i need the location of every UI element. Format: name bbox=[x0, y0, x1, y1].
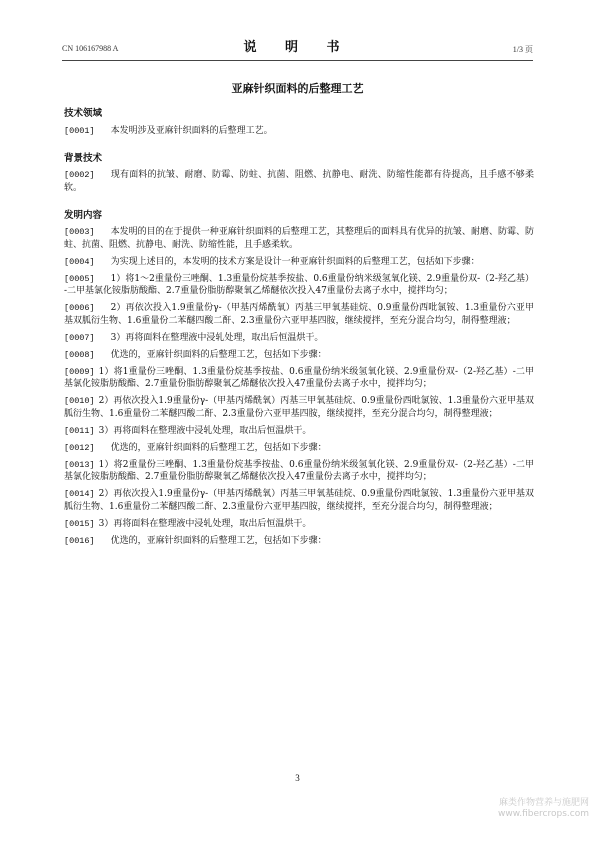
watermark-name: 麻类作物营养与施肥网 bbox=[498, 798, 589, 808]
paragraph-text: 2）再依次投入1.9重量份γ-（甲基丙烯酰氧）丙基三甲氧基硅烷、0.9重量份西吡氯铵、1.3重量份六亚甲基双胍衍生物、1.6重量份二苯醚四酸二酐、2.3重量份六亚甲基四胺，继续搅拌，至充分混合均匀，制得整理液； bbox=[64, 396, 534, 419]
patent-number: CN 106167988 A bbox=[62, 44, 119, 53]
paragraph-text: 1）将1～2重量份三唑酮、1.3重量份烷基季按盐、0.6重量份纳米级氢氧化镁、2.9重量份双-（2-羟乙基）-二甲基氯化铵脂肪酸酯、2.7重量份脂肪醇聚氧乙烯醚依次投入47重量份去离子水中，搅拌均匀； bbox=[64, 273, 534, 296]
paragraph-number: [0002] bbox=[64, 170, 95, 180]
paragraph-text: 优选的，亚麻针织面料的后整理工艺，包括如下步骤： bbox=[110, 535, 327, 546]
paragraph bbox=[64, 488, 534, 513]
paragraph-text: 1）将2重量份三唑酮、1.3重量份烷基季按盐、0.6重量份纳米级氢氧化镁、2.9重量份双-（2-羟乙基）-二甲基氯化铵脂肪酸酯、2.7重量份脂肪醇聚氧乙烯醚依次投入47重量份去离子水中，搅拌均匀； bbox=[64, 459, 534, 482]
section-heading: 技术领域 bbox=[64, 108, 103, 119]
paragraph-text: 为实现上述目的，本发明的技术方案是设计一种亚麻针织面料的后整理工艺，包括如下步骤： bbox=[110, 256, 480, 267]
paragraph-number: [0014] bbox=[64, 489, 95, 499]
paragraph-number: [0006] bbox=[64, 303, 95, 313]
paragraph-text: 本发明的目的在于提供一种亚麻针织面料的后整理工艺，其整理后的面料具有优异的抗皱、耐磨、防霉、防蛀、抗菌、阻燃、抗静电、耐洗、防缩性能，且手感柔软。 bbox=[64, 227, 534, 250]
document-type: 说 明 书 bbox=[243, 40, 352, 55]
paragraph-number: [0004] bbox=[64, 256, 95, 267]
section-gap bbox=[64, 142, 534, 153]
paragraph bbox=[64, 535, 534, 548]
paragraph-number: [0012] bbox=[64, 442, 95, 453]
paragraph-number: [0011] bbox=[64, 425, 95, 436]
paragraph-text: 2）再依次投入1.9重量份γ-（甲基丙烯酰氧）丙基三甲氧基硅烷、0.9重量份西吡氯铵、1.3重量份六亚甲基双胍衍生物、1.6重量份二苯醚四酸二酐、2.3重量份六亚甲基四胺，继续搅拌，至充分混合均匀，制得整理液； bbox=[64, 489, 534, 512]
document-title: 亚麻针织面料的后整理工艺 bbox=[231, 82, 364, 95]
paragraph-text: 优选的，亚麻针织面料的后整理工艺，包括如下步骤： bbox=[110, 442, 327, 453]
paragraph-number: [0008] bbox=[64, 349, 95, 360]
paragraph-number: [0001] bbox=[64, 125, 95, 136]
paragraph bbox=[64, 349, 534, 362]
paragraph-text: 2）再依次投入1.9重量份γ-（甲基丙烯酰氧）丙基三甲氧基硅烷、0.9重量份西吡氯铵、1.3重量份六亚甲基双胍衍生物、1.6重量份二苯醚四酸二酐、2.3重量份六亚甲基四胺，继续搅拌，至充分混合均匀，制得整理液； bbox=[64, 303, 534, 326]
paragraph bbox=[64, 395, 534, 420]
paragraph-text: 现有面料的抗皱、耐磨、防霉、防蛀、抗菌、阻燃、抗静电、耐洗、防缩性能都有待提高，且手感不够柔软。 bbox=[64, 170, 534, 193]
document-body bbox=[64, 108, 534, 552]
header-divider bbox=[62, 60, 533, 61]
section-heading: 发明内容 bbox=[64, 209, 103, 221]
paragraph-text: 本发明涉及亚麻针织面料的后整理工艺。 bbox=[110, 125, 273, 136]
paragraph bbox=[64, 256, 534, 269]
paragraph bbox=[64, 226, 534, 251]
paragraph-number: [0013] bbox=[64, 459, 95, 470]
paragraph bbox=[64, 302, 534, 327]
paragraph-number: [0016] bbox=[64, 535, 95, 546]
paragraph bbox=[64, 459, 534, 484]
paragraph-number: [0009] bbox=[64, 366, 95, 377]
paragraph-number: [0015] bbox=[64, 518, 95, 529]
paragraph-text: 3）再将面料在整理液中浸轧处理，取出后恒温烘干。 bbox=[110, 332, 324, 343]
paragraph-number: [0010] bbox=[64, 396, 95, 406]
paragraph bbox=[64, 125, 534, 138]
paragraph-text: 1）将1重量份三唑酮、1.3重量份烷基季按盐、0.6重量份纳米级氢氧化镁、2.9重量份双-（2-羟乙基）-二甲基氯化铵脂肪酸酯、2.7重量份脂肪醇聚氧乙烯醚依次投入47重量份去离子水中，搅拌均匀； bbox=[64, 366, 534, 389]
page-header bbox=[62, 36, 533, 60]
paragraph bbox=[64, 366, 534, 391]
paragraph-number: [0003] bbox=[64, 227, 95, 237]
paragraph bbox=[64, 425, 534, 438]
page-of-indicator: 1/3 页 bbox=[512, 45, 533, 54]
page-number: 3 bbox=[295, 773, 300, 783]
watermark-url: www.fibercrops.com bbox=[498, 809, 589, 819]
paragraph bbox=[64, 169, 534, 194]
section-heading: 背景技术 bbox=[64, 152, 103, 164]
paragraph-number: [0007] bbox=[64, 332, 95, 343]
paragraph-text: 优选的，亚麻针织面料的后整理工艺，包括如下步骤： bbox=[110, 349, 327, 360]
paragraph-number: [0005] bbox=[64, 273, 95, 284]
paragraph-text: 3）再将面料在整理液中浸轧处理，取出后恒温烘干。 bbox=[98, 425, 312, 436]
paragraph bbox=[64, 518, 534, 531]
paragraph bbox=[64, 442, 534, 455]
section-gap bbox=[64, 199, 534, 210]
watermark bbox=[498, 798, 589, 820]
paragraph-text: 3）再将面料在整理液中浸轧处理，取出后恒温烘干。 bbox=[98, 518, 312, 529]
paragraph bbox=[64, 332, 534, 345]
paragraph bbox=[64, 273, 534, 298]
